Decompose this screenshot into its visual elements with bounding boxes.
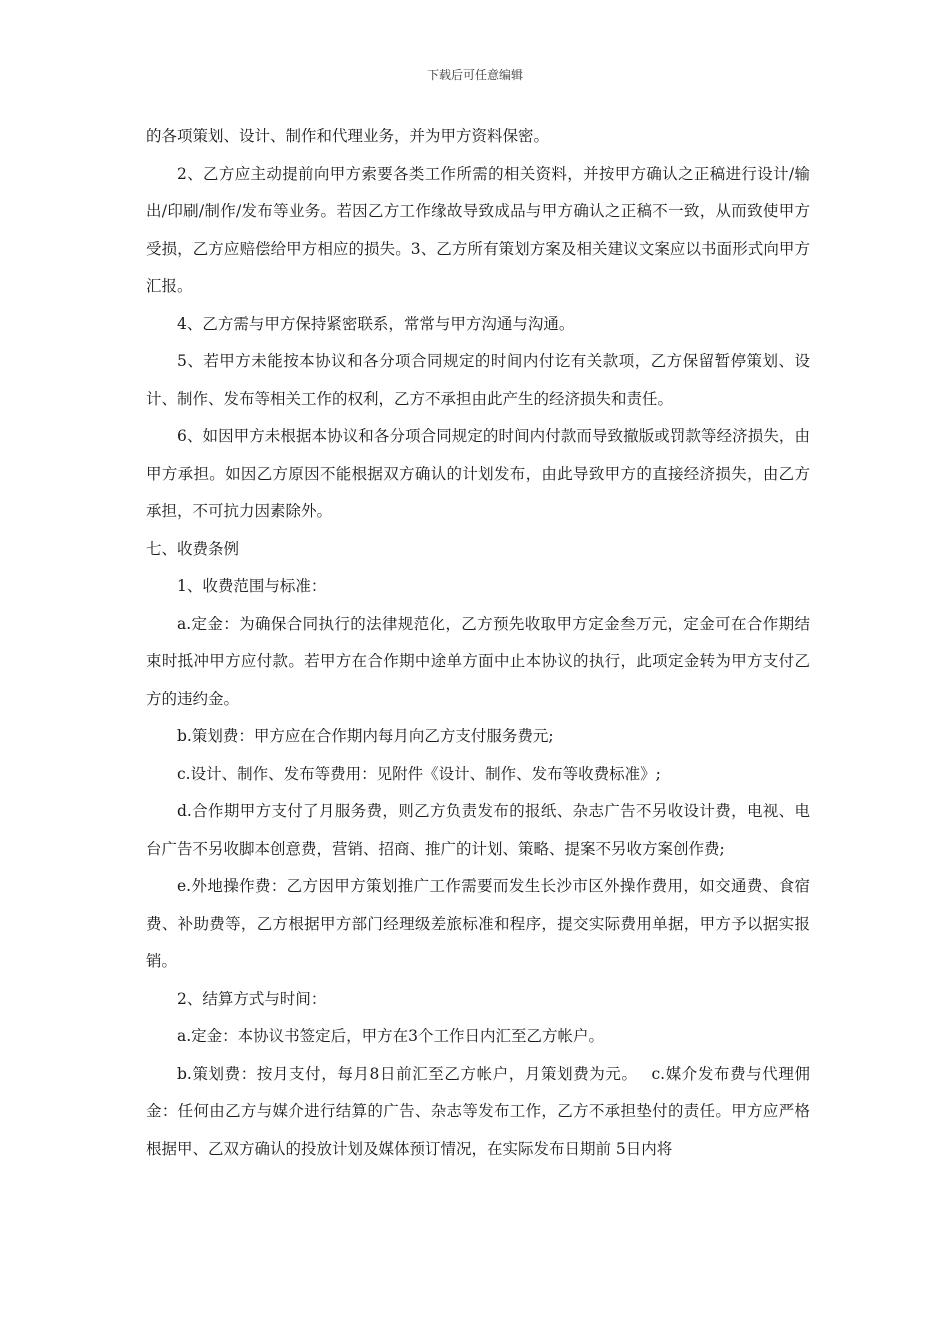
- item-planning-fee: b.策划费：甲方应在合作期内每月向乙方支付服务费元;: [177, 727, 554, 745]
- item-offsite-fee: e.外地操作费：乙方因甲方策划推广工作需要而发生长沙市区外操作费用，如交通费、食宿费、补助费等，乙方根据甲方部门经理级差旅标准和程序，提交实际费用单据，甲方予以据实报销。: [146, 877, 810, 970]
- paragraph-2: 2、乙方应主动提前向甲方索要各类工作所需的相关资料，并按甲方确认之正稿进行设计/输出/印刷/制作/发布等业务。若因乙方工作缘故导致成品与甲方确认之正稿不一致，从而致使甲方受损，乙方应赔偿给甲方相应的损失。3、乙方所有策划方案及相关建议文案应以书面形式向甲方汇报。: [146, 164, 810, 295]
- paragraph-3: 4、乙方需与甲方保持紧密联系，常常与甲方沟通与沟通。: [177, 314, 575, 333]
- subsection-heading-scope: 1、收费范围与标准：: [177, 577, 327, 595]
- paragraph-1: 的各项策划、设计、制作和代理业务，并为甲方资料保密。: [146, 127, 550, 145]
- item-planning-settlement: b.策划费：按月支付，每月8日前汇至乙方帐户，月策划费为元。 c.媒介发布费与代理佣金：任何由乙方与媒介进行结算的广告、杂志等发布工作，乙方不承担垫付的责任。甲方应严格根据甲、乙双方确认的投放计划及媒体预订情况，在实际发布日期前 5日内将: [146, 1064, 810, 1158]
- section-heading-fees: 七、收费条例: [146, 539, 240, 558]
- page-header: 下载后可任意编辑: [426, 68, 523, 82]
- paragraph-5: 6、如因甲方未根据本协议和各分项合同规定的时间内付款而导致撤版或罚款等经济损失，由甲方承担。如因乙方原因不能根据双方确认的计划发布，由此导致甲方的直接经济损失，由乙方承担，不可抗力因素除外。: [146, 427, 810, 520]
- paragraph-4: 5、若甲方未能按本协议和各分项合同规定的时间内付讫有关款项，乙方保留暂停策划、设计、制作、发布等相关工作的权利，乙方不承担由此产生的经济损失和责任。: [146, 352, 810, 408]
- subsection-heading-settlement: 2、结算方式与时间：: [177, 989, 327, 1008]
- item-monthly-service: d.合作期甲方支付了月服务费，则乙方负责发布的报纸、杂志广告不另收设计费，电视、电台广告不另收脚本创意费，营销、招商、推广的计划、策略、提案不另收方案创作费;: [146, 802, 810, 858]
- item-production-fee: c.设计、制作、发布等费用：见附件《设计、制作、发布等收费标准》;: [177, 764, 661, 783]
- item-deposit: a.定金：为确保合同执行的法律规范化，乙方预先收取甲方定金叁万元，定金可在合作期结束时抵冲甲方应付款。若甲方在合作期中途单方面中止本协议的执行，此项定金转为甲方支付乙方的违约金。: [146, 614, 810, 708]
- document-body: [146, 118, 810, 1168]
- item-deposit-settlement: a.定金：本协议书签定后，甲方在3个工作日内汇至乙方帐户。: [177, 1027, 605, 1045]
